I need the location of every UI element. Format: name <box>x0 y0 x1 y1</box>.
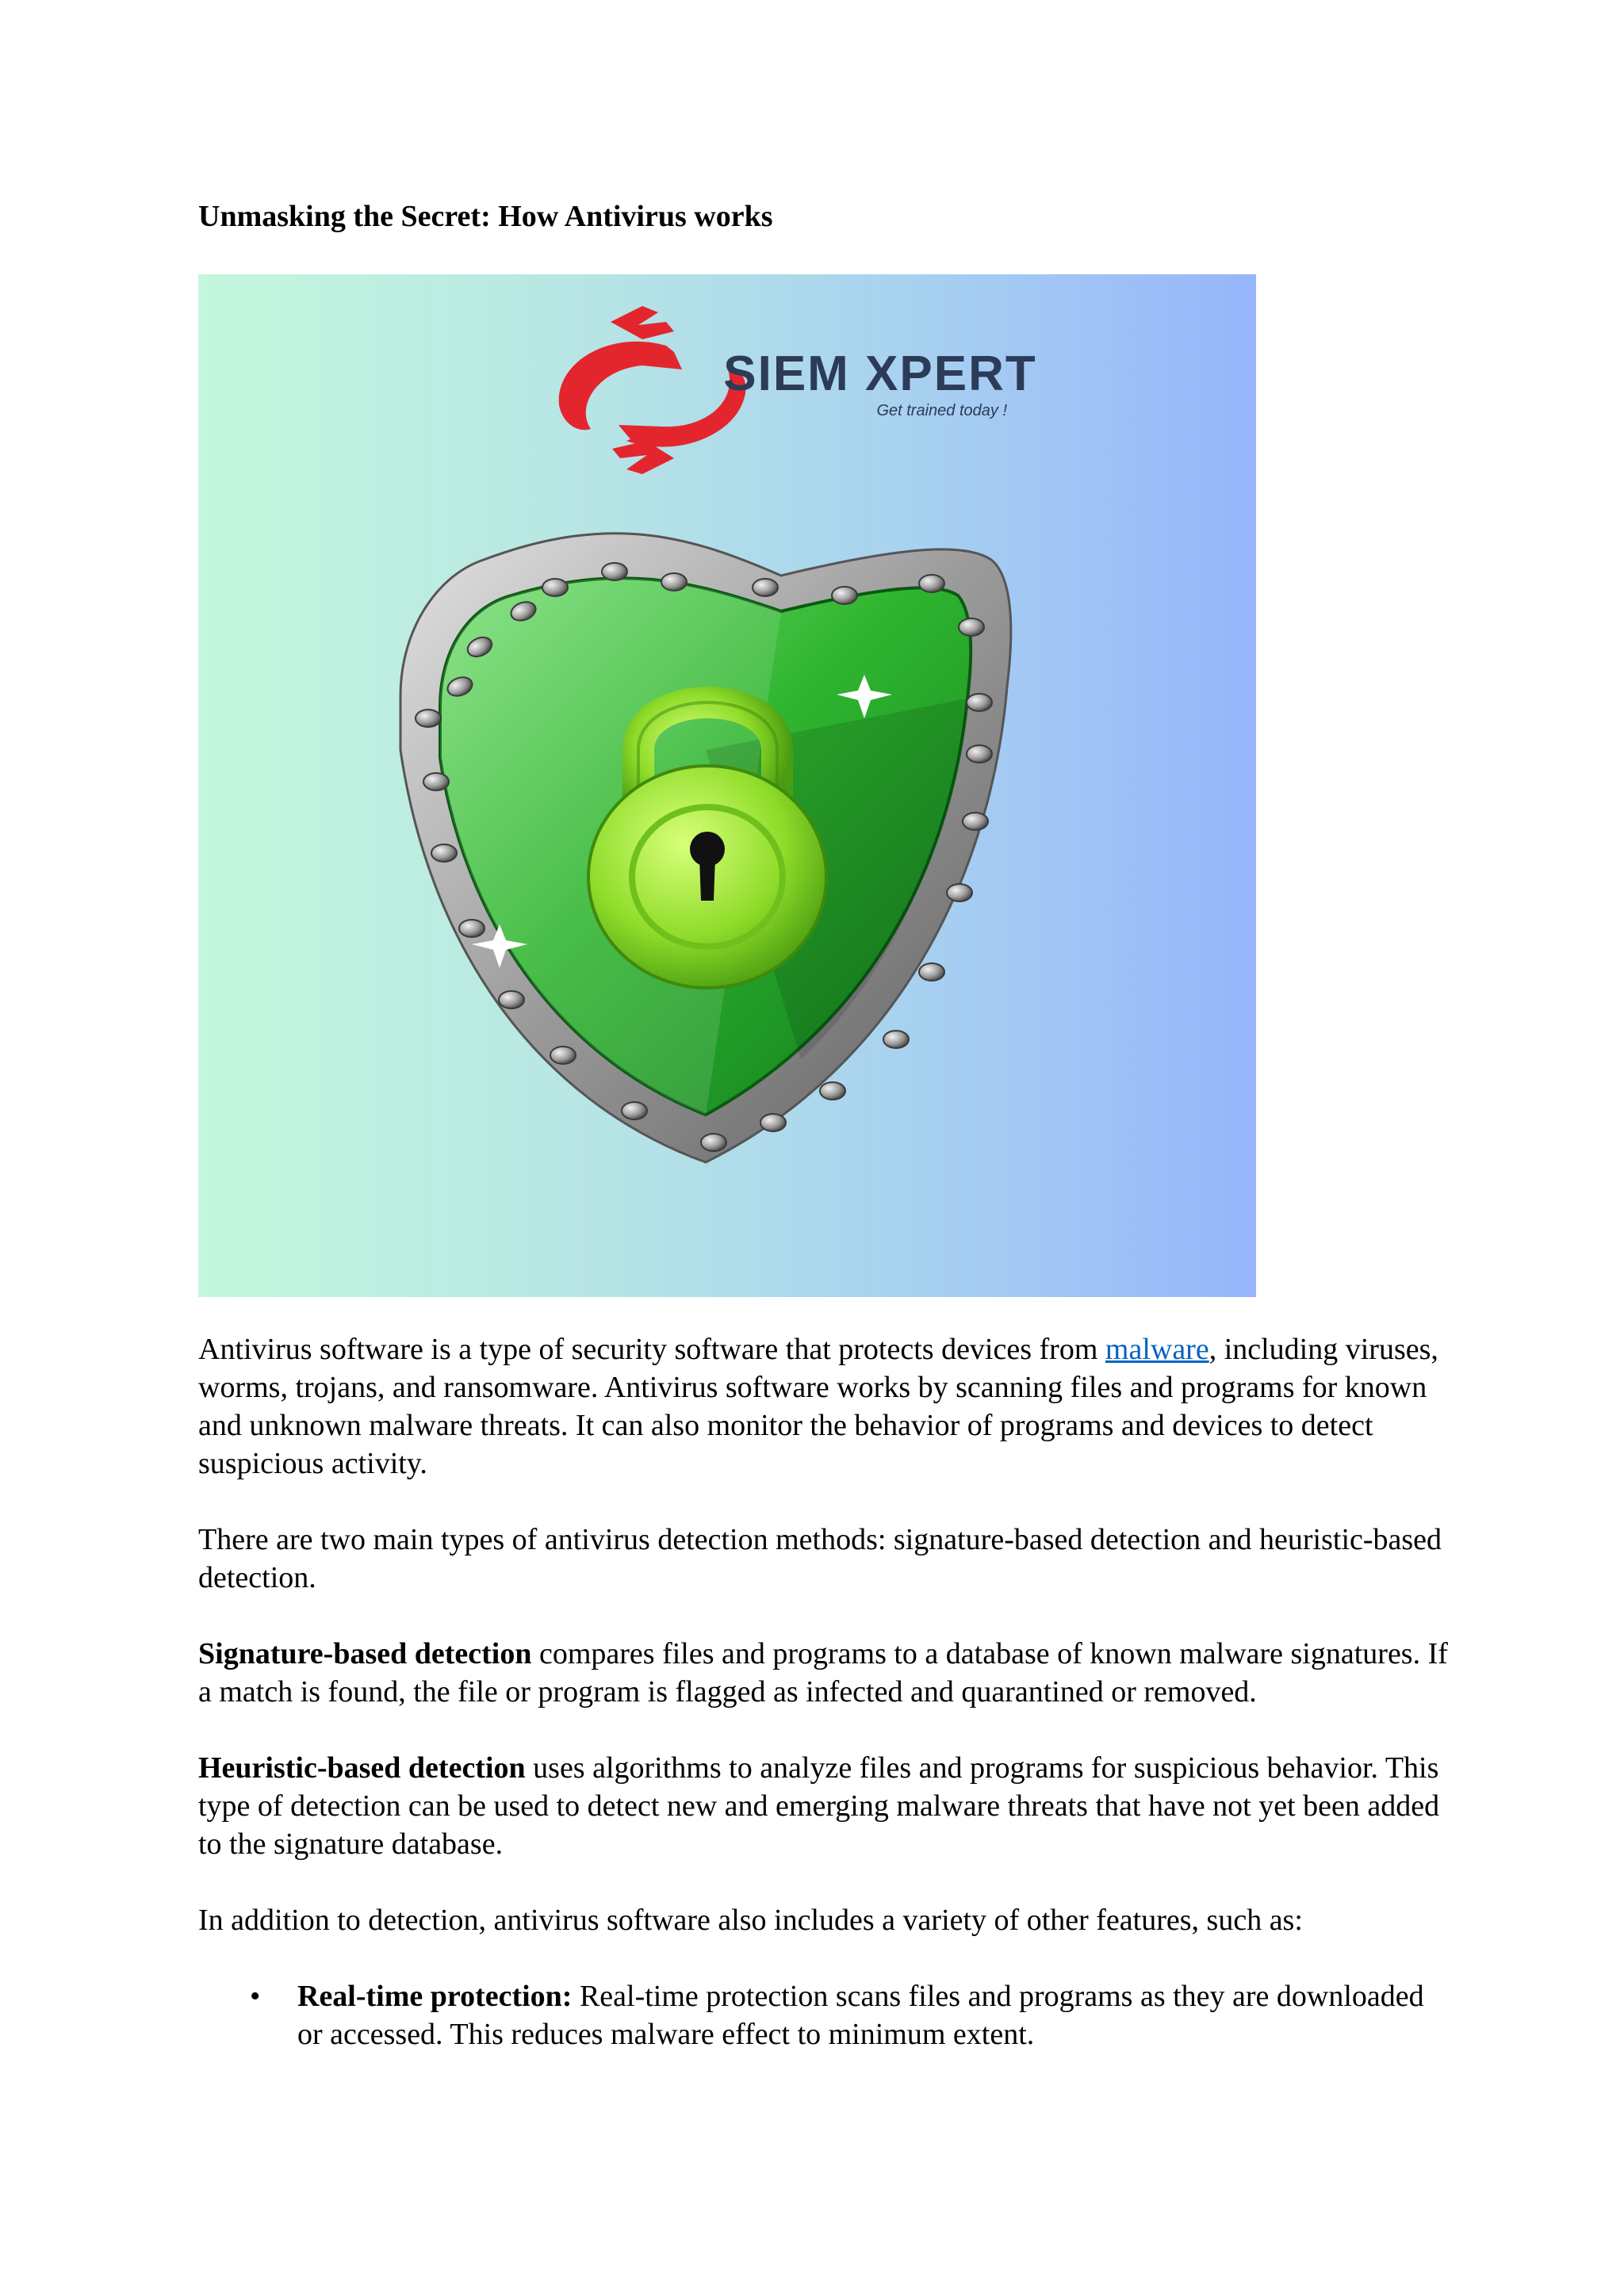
signature-detection-paragraph: Signature-based detection compares files and programs to a database of known malware signatures. If a match is found, the file or program is flagged as infected and quarantined or removed. <box>198 1637 1448 1709</box>
page-title: Unmasking the Secret: How Antivirus works <box>198 200 773 233</box>
intro-paragraph: Antivirus software is a type of security software that protects devices from malware, including viruses, worms, trojans, and ransomware. Antivirus software works by scanning files and programs for known and unknown malware threats. It can also monitor the behavior of programs and devices to detect suspicious activity. <box>198 1333 1438 1480</box>
bullet-icon: • <box>250 1980 261 2013</box>
features-list <box>198 1977 1451 2053</box>
article-body <box>198 1330 1451 2053</box>
feature-text: Real-time protection scans files and programs as they are downloaded or accessed. This reduces malware effect to minimum extent. <box>297 1980 1424 2051</box>
heuristic-detection-paragraph: Heuristic-based detection uses algorithms to analyze files and programs for suspicious behavior. This type of detection can be used to detect new and emerging malware threats that have not yet been added to the signature database. <box>198 1751 1440 1861</box>
features-intro-paragraph: In addition to detection, antivirus software also includes a variety of other features, such as: <box>198 1904 1303 1937</box>
signature-detection-term: Signature-based detection <box>198 1637 532 1670</box>
logo-tagline: Get trained today ! <box>876 402 1007 419</box>
hero-image <box>198 274 1256 1297</box>
shield-lock-icon <box>400 534 1011 1162</box>
detection-types-paragraph: There are two main types of antivirus detection methods: signature-based detection and heuristic-based detection. <box>198 1523 1442 1594</box>
feature-label: Real-time protection: <box>297 1980 573 2013</box>
heuristic-detection-term: Heuristic-based detection <box>198 1751 526 1785</box>
list-item <box>198 1977 1451 2053</box>
siem-xpert-logo <box>559 306 1037 474</box>
malware-link[interactable]: malware <box>1105 1333 1209 1366</box>
logo-name: SIEM XPERT <box>723 346 1037 401</box>
